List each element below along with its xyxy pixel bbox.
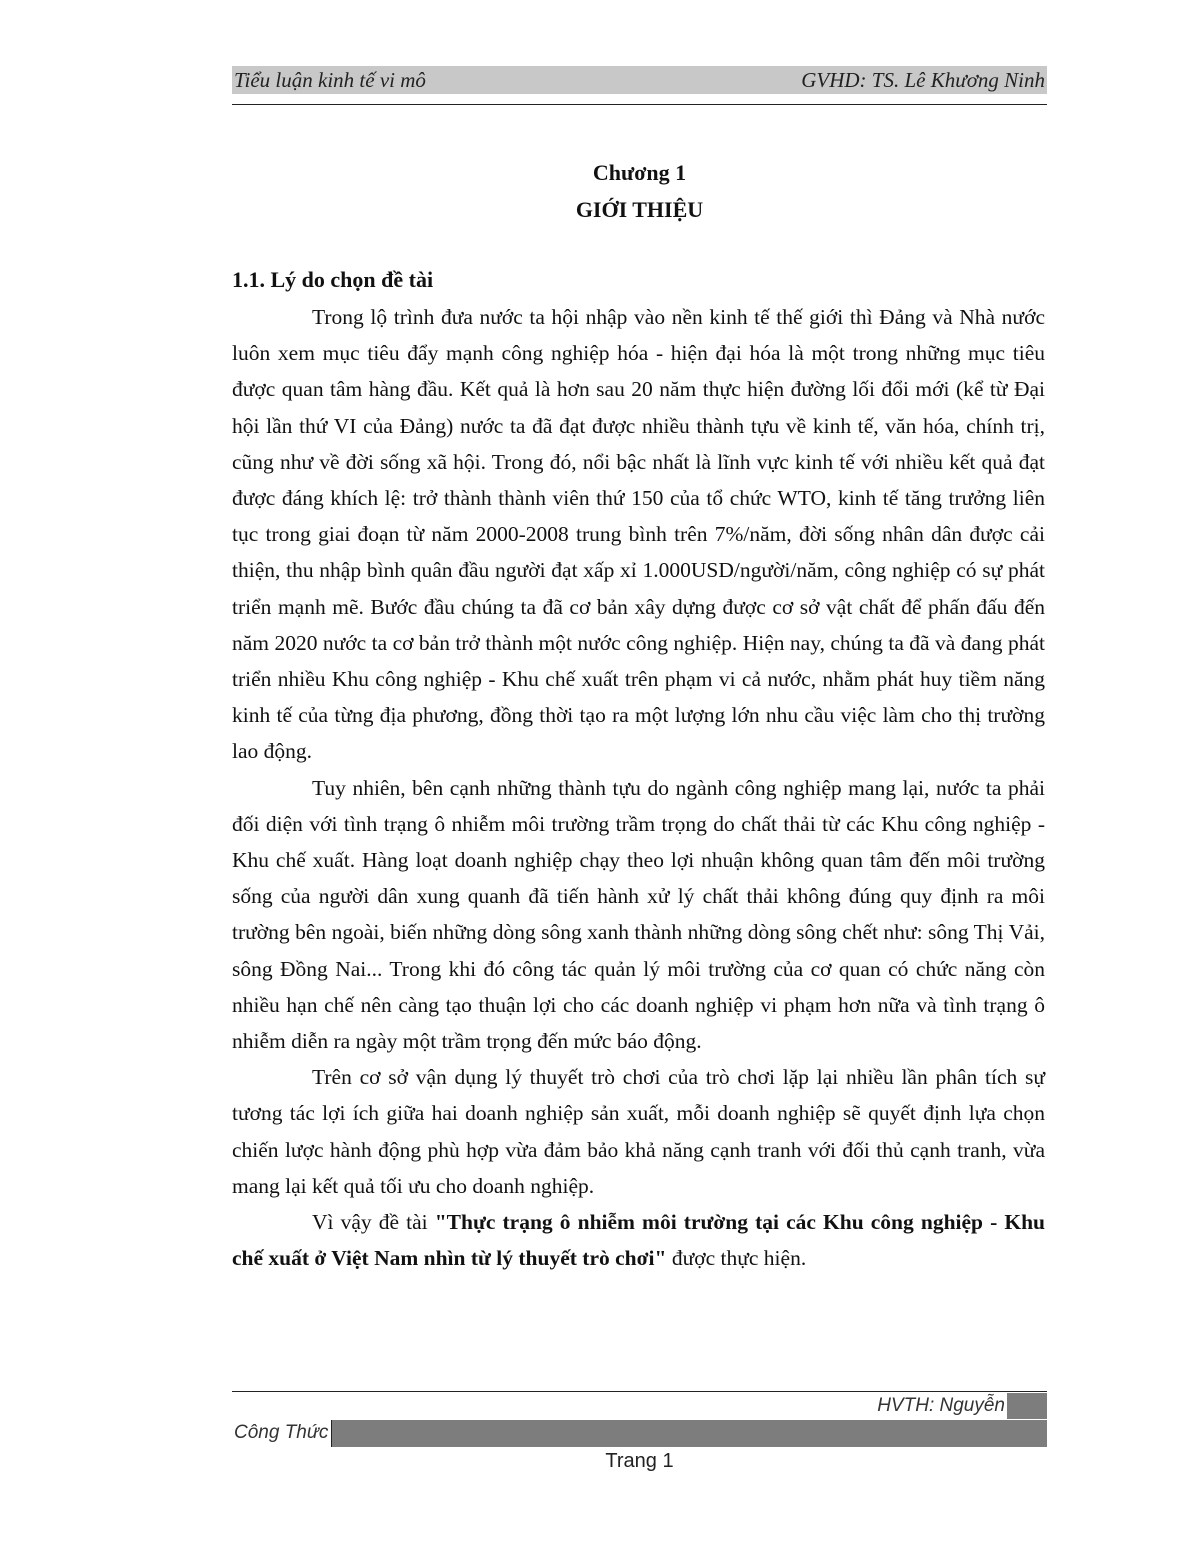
paragraph-3: Trên cơ sở vận dụng lý thuyết trò chơi của trò chơi lặp lại nhiều lần phân tích sự tương tác lợi ích giữa hai doanh nghiệp sản xuất, mỗi doanh nghiệp sẽ quyết định lựa chọn chiến lược hành động phù hợp vừa đảm bảo khả năng cạnh tranh với đối thủ cạnh tranh, vừa mang lại kết quả tối ưu cho doanh nghiệp.: [232, 1065, 1045, 1198]
page-header: [232, 66, 1047, 94]
footer-author-line2: Công Thức: [234, 1422, 329, 1443]
footer-band-bottom: [332, 1420, 1047, 1447]
footer-author-line1: HVTH: Nguyễn: [877, 1395, 1005, 1416]
paragraph-4: [232, 1204, 1045, 1276]
footer-divider: [232, 1391, 1047, 1392]
paragraph-4-lead: Vì vậy đề tài: [312, 1210, 435, 1235]
topic-title: "Thực trạng ô nhiễm môi trường tại các Khu công nghiệp - Khu chế xuất ở Việt Nam nhìn từ lý thuyết trò chơi": [232, 1210, 1045, 1271]
header-course-title: Tiểu luận kinh tế vi mô: [234, 68, 426, 92]
body-text: [232, 299, 1045, 1276]
header-divider: [232, 104, 1047, 105]
paragraph-2: Tuy nhiên, bên cạnh những thành tựu do ngành công nghiệp mang lại, nước ta phải đối diện với tình trạng ô nhiễm môi trường trầm trọng do chất thải từ các Khu công nghiệp - Khu chế xuất. Hàng loạt doanh nghiệp chạy theo lợi nhuận không quan tâm đến môi trường sống của người dân xung quanh đã tiến hành xử lý chất thải không đúng quy định ra môi trường bên ngoài, biến những dòng sông xanh thành những dòng sông chết như: sông Thị Vải, sông Đồng Nai... Trong khi đó công tác quản lý môi trường của cơ quan có chức năng còn nhiều hạn chế nên càng tạo thuận lợi cho các doanh nghiệp vi phạm hơn nữa và tình trạng ô nhiễm diễn ra ngày một trầm trọng đến mức báo động.: [232, 775, 1045, 1054]
header-instructor: GVHD: TS. Lê Khương Ninh: [801, 68, 1045, 92]
section-heading: 1.1. Lý do chọn đề tài: [232, 267, 434, 292]
chapter-title: GIỚI THIỆU: [575, 197, 704, 222]
page-footer: [232, 1391, 1047, 1447]
page-number: Trang 1: [605, 1450, 674, 1472]
footer-separator: [331, 1420, 332, 1447]
footer-band-top: [1007, 1393, 1047, 1419]
chapter-number: Chương 1: [592, 160, 687, 185]
paragraph-4-tail: được thực hiện.: [666, 1246, 807, 1271]
paragraph-1: Trong lộ trình đưa nước ta hội nhập vào nền kinh tế thế giới thì Đảng và Nhà nước luôn xem mục tiêu đẩy mạnh công nghiệp hóa - hiện đại hóa là một trong những mục tiêu được quan tâm hàng đầu. Kết quả là hơn sau 20 năm thực hiện đường lối đổi mới (kể từ Đại hội lần thứ VI của Đảng) nước ta đã đạt được nhiều thành tựu về kinh tế, văn hóa, chính trị, cũng như về đời sống xã hội. Trong đó, nổi bậc nhất là lĩnh vực kinh tế với nhiều kết quả đạt được đáng khích lệ: trở thành thành viên thứ 150 của tổ chức WTO, kinh tế tăng trưởng liên tục trong giai đoạn từ năm 2000-2008 trung bình trên 7%/năm, đời sống nhân dân được cải thiện, thu nhập bình quân đầu người đạt xấp xỉ 1.000USD/người/năm, công nghiệp có sự phát triển mạnh mẽ. Bước đầu chúng ta đã cơ bản xây dựng được cơ sở vật chất để phấn đấu đến năm 2020 nước ta cơ bản trở thành một nước công nghiệp. Hiện nay, chúng ta đã và đang phát triển nhiều Khu công nghiệp - Khu chế xuất trên phạm vi cả nước, nhằm phát huy tiềm năng kinh tế của từng địa phương, đồng thời tạo ra một lượng lớn nhu cầu việc làm cho thị trường lao động.: [232, 305, 1045, 764]
